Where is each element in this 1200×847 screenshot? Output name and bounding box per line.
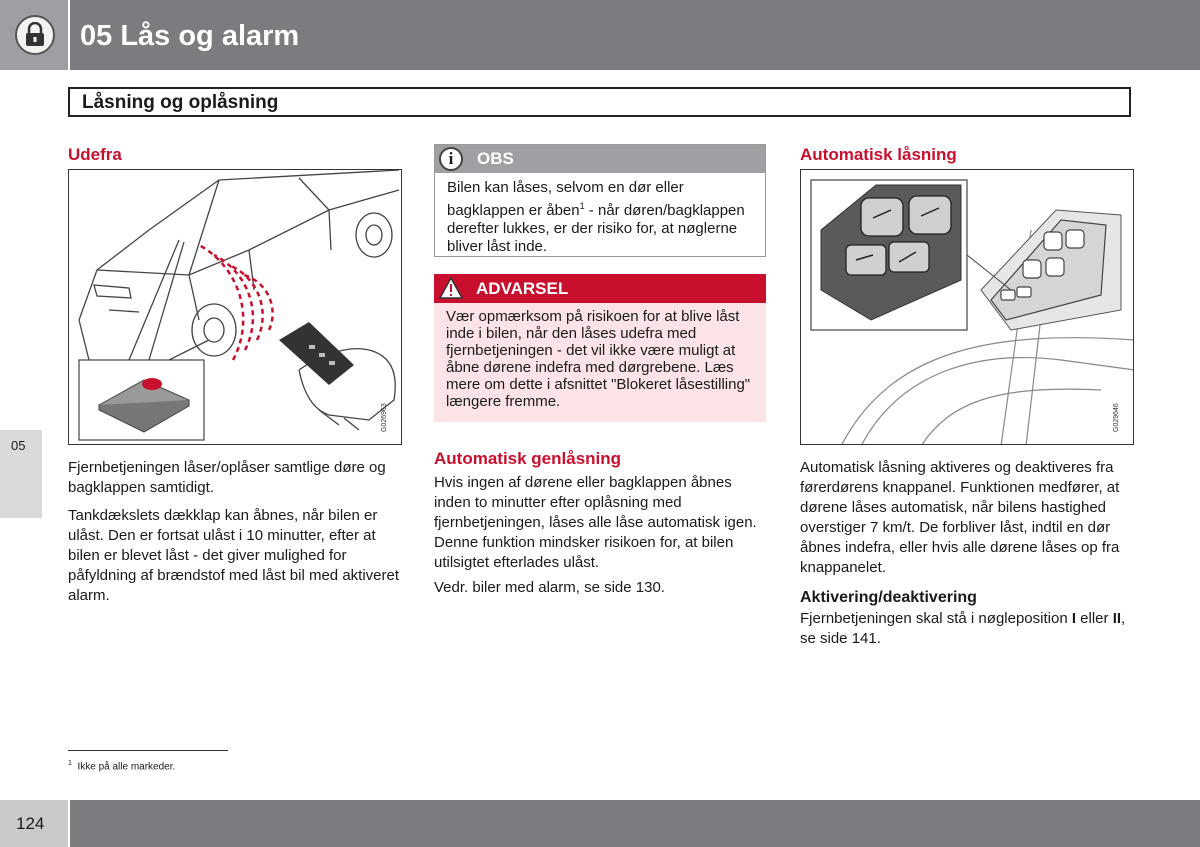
figure-door-panel xyxy=(800,169,1134,445)
note-header xyxy=(435,145,765,173)
paragraph: Fjernbetjeningen låser/oplåser samtlige døre og bagklappen samtidigt. xyxy=(68,459,386,496)
note-label: OBS xyxy=(477,149,514,168)
paragraph: Tankdækslets dækklap kan åbnes, når bilen er ulåst. Den er fortsat ulåst i 10 minutter, efter at bilen er blevet låst - det giver mulighed for påfyldning af brændstof med låst bil med aktiveret alarm. xyxy=(68,507,400,604)
padlock-icon xyxy=(15,15,55,55)
header-left-block xyxy=(0,0,68,70)
warning-header xyxy=(434,274,766,303)
footnote: $^1$ Ikke på alle markeder. xyxy=(68,760,176,773)
warning-triangle-icon xyxy=(438,276,464,300)
warning-label: ADVARSEL xyxy=(476,279,569,298)
subheading-aktivering: Aktivering/deaktivering xyxy=(800,589,977,606)
note-box xyxy=(434,144,766,257)
page-number-block xyxy=(0,800,68,847)
paragraph: Fjernbetjeningen skal stå i nøgleposition I eller II, se side 141. xyxy=(800,610,1126,647)
paragraph: Vedr. biler med alarm, se side 130. xyxy=(434,579,665,596)
paragraph: Automatisk låsning aktiveres og deaktiveres fra førerdørens knappanel. Funktionen medfører, at dørene låses automatisk, når bilens hastighed overstiger 7 km/t. De forbliver låst, indtil en dør åbnes indefra, eller hvis alle dørene låses op fra knappanelet. xyxy=(800,459,1120,576)
chapter-side-tab: 05 xyxy=(0,430,42,518)
car-remote-illustration xyxy=(69,170,402,445)
warning-box xyxy=(434,274,766,422)
section-title: Låsning og oplåsning xyxy=(68,87,1131,117)
warning-text: Vær opmærksom på risikoen for at blive låst inde i bilen, når den låses udefra med fjernbetjeningen - det vil ikke være muligt at åbne dørene indefra med dørgrebene. Læs mere om dette i afsnittet "Blokeret låsestilling" længere fremme. xyxy=(446,308,751,410)
heading-automatisk-genlasning: Automatisk genlåsning xyxy=(434,449,622,468)
figure-code: G026963 xyxy=(381,403,388,432)
footer-bar xyxy=(70,800,1200,847)
figure-car-remote xyxy=(68,169,402,445)
heading-automatisk-lasning: Automatisk låsning xyxy=(800,145,957,164)
info-icon: i xyxy=(439,147,463,171)
note-text: Bilen kan låses, selvom en dør eller bagklappen er åben$^1$ - når døren/bagklappen derefter lukkes, er der risiko for, at nøglerne bliver låst inde. xyxy=(447,179,745,255)
door-panel-illustration xyxy=(801,170,1134,445)
figure-code: G029646 xyxy=(1113,403,1120,432)
page-number: 124 xyxy=(16,814,45,833)
footnote-rule xyxy=(68,750,228,751)
chapter-title: 05 Lås og alarm xyxy=(80,20,300,52)
paragraph: Hvis ingen af dørene eller bagklappen åbnes inden to minutter efter oplåsning med fjernbetjeningen, låses alle låse automatisk igen. Denne funktion mindsker risikoen for, at bilen utilsigtet efterlades ulåst. xyxy=(434,474,757,571)
heading-udefra: Udefra xyxy=(68,145,122,164)
